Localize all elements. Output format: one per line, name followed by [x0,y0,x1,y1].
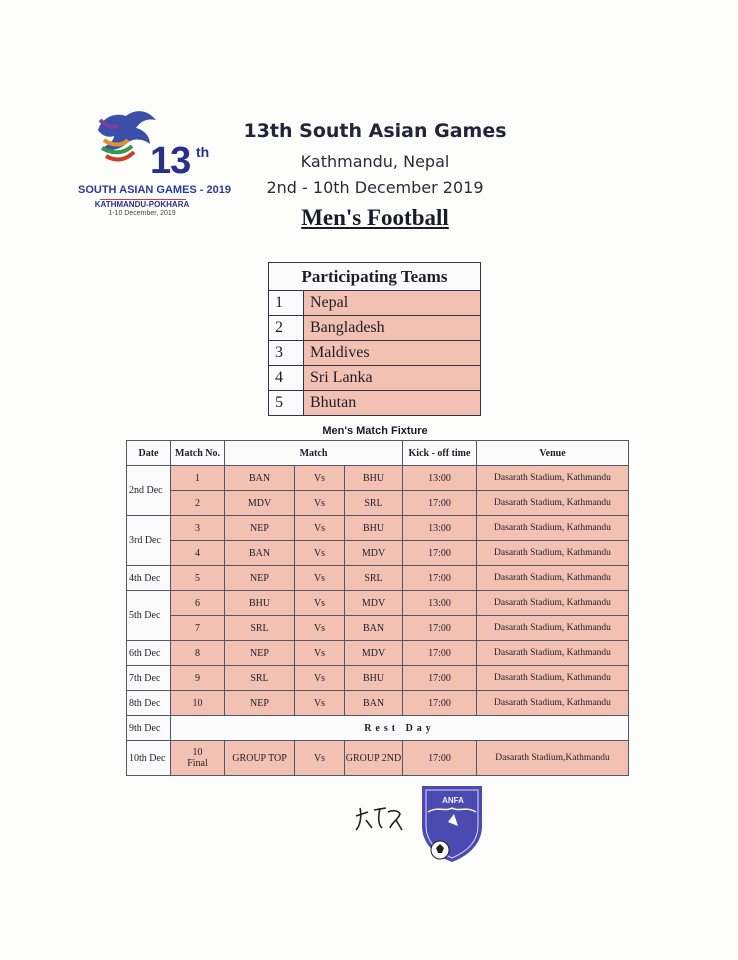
home-team: BAN [225,541,295,566]
team-number: 5 [269,391,304,416]
kickoff-time: 17:00 [403,491,477,516]
home-team: BHU [225,591,295,616]
fixture-row [127,691,629,716]
fixture-row [127,666,629,691]
kickoff-time: 13:00 [403,466,477,491]
team-row [269,366,481,391]
match-date: 9th Dec [127,716,171,741]
match-number: 2 [171,491,225,516]
page-title: 13th South Asian Games [243,120,507,142]
logo-ordinal: th [196,144,210,160]
venue: Dasarath Stadium, Kathmandu [477,691,629,716]
match-date: 10th Dec [127,741,171,776]
sag-logo [78,100,232,225]
logo-title: SOUTH ASIAN GAMES - 2019 [78,184,232,196]
venue: Dasarath Stadium, Kathmandu [477,641,629,666]
signature [352,798,412,838]
kickoff-time: 17:00 [403,641,477,666]
kickoff-time: 17:00 [403,691,477,716]
away-team: SRL [345,491,403,516]
kickoff-time: 17:00 [403,541,477,566]
venue: Dasarath Stadium, Kathmandu [477,541,629,566]
match-date: 8th Dec [127,691,171,716]
col-match: Match [225,441,403,466]
fixture-row [127,541,629,566]
away-team: MDV [345,591,403,616]
team-name: Maldives [304,341,481,366]
vs-label: Vs [295,666,345,691]
fixture-row [127,466,629,491]
venue: Dasarath Stadium, Kathmandu [477,566,629,591]
team-number: 1 [269,291,304,316]
match-date: 2nd Dec [127,466,171,516]
team-number: 4 [269,366,304,391]
team-row [269,391,481,416]
kickoff-time: 17:00 [403,741,477,776]
home-team: NEP [225,516,295,541]
team-number: 3 [269,341,304,366]
vs-label: Vs [295,691,345,716]
vs-label: Vs [295,741,345,776]
anfa-stamp-label: ANFA [442,796,464,805]
team-row [269,316,481,341]
vs-label: Vs [295,491,345,516]
venue: Dasarath Stadium, Kathmandu [477,616,629,641]
match-number: 3 [171,516,225,541]
col-kickoff: Kick - off time [403,441,477,466]
away-team: SRL [345,566,403,591]
sport-title: Men's Football [301,205,449,230]
away-team: BHU [345,666,403,691]
match-date: 5th Dec [127,591,171,641]
home-team: NEP [225,641,295,666]
match-number: 4 [171,541,225,566]
away-team: BHU [345,516,403,541]
fixture-row [127,591,629,616]
final-match-number [171,741,225,776]
fixture-row [127,516,629,541]
venue: Dasarath Stadium, Kathmandu [477,466,629,491]
fixture-row [127,491,629,516]
fixture-row [127,641,629,666]
team-name: Nepal [304,291,481,316]
team-row [269,291,481,316]
team-row [269,341,481,366]
venue: Dasarath Stadium, Kathmandu [477,591,629,616]
team-number: 2 [269,316,304,341]
kickoff-time: 17:00 [403,666,477,691]
match-number: 5 [171,566,225,591]
fixture-header-row [127,441,629,466]
col-date: Date [127,441,171,466]
logo-number: 13 [150,140,191,182]
kickoff-time: 13:00 [403,516,477,541]
vs-label: Vs [295,541,345,566]
match-number: 7 [171,616,225,641]
venue: Dasarath Stadium,Kathmandu [477,741,629,776]
kickoff-time: 17:00 [403,616,477,641]
kickoff-time: 13:00 [403,591,477,616]
rest-day-row [127,716,629,741]
match-number: 9 [171,666,225,691]
away-team: BAN [345,691,403,716]
away-team: BAN [345,616,403,641]
home-team: MDV [225,491,295,516]
home-team: BAN [225,466,295,491]
away-team: MDV [345,641,403,666]
rest-day-label: Rest Day [171,716,629,741]
away-team: GROUP 2ND [345,741,403,776]
match-date: 6th Dec [127,641,171,666]
teams-heading: Participating Teams [269,263,481,291]
match-number: 10 [171,691,225,716]
home-team: SRL [225,666,295,691]
match-number: 1 [171,466,225,491]
logo-dates: 1-10 December, 2019 [108,210,176,217]
fixture-row [127,616,629,641]
vs-label: Vs [295,516,345,541]
vs-label: Vs [295,641,345,666]
team-name: Sri Lanka [304,366,481,391]
anfa-emblem-icon [418,782,486,864]
away-team: MDV [345,541,403,566]
match-number: 6 [171,591,225,616]
team-name: Bangladesh [304,316,481,341]
event-dates: 2nd - 10th December 2019 [266,178,484,197]
fixture-table [126,440,629,776]
final-row [127,741,629,776]
final-label: Final [187,758,208,769]
vs-label: Vs [295,591,345,616]
home-team: NEP [225,691,295,716]
col-match-no: Match No. [171,441,225,466]
col-venue: Venue [477,441,629,466]
venue: Dasarath Stadium, Kathmandu [477,516,629,541]
away-team: BHU [345,466,403,491]
vs-label: Vs [295,616,345,641]
fixture-row [127,566,629,591]
kickoff-time: 17:00 [403,566,477,591]
home-team: GROUP TOP [225,741,295,776]
fixture-caption: Men's Match Fixture [322,425,428,437]
vs-label: Vs [295,466,345,491]
match-date: 4th Dec [127,566,171,591]
venue: Dasarath Stadium, Kathmandu [477,666,629,691]
match-date: 3rd Dec [127,516,171,566]
match-date: 7th Dec [127,666,171,691]
match-number: 10 [192,747,203,758]
event-location: Kathmandu, Nepal [300,152,450,171]
match-number: 8 [171,641,225,666]
home-team: NEP [225,566,295,591]
venue: Dasarath Stadium, Kathmandu [477,491,629,516]
logo-subtitle: KATHMANDU-POKHARA [94,200,190,209]
team-name: Bhutan [304,391,481,416]
home-team: SRL [225,616,295,641]
vs-label: Vs [295,566,345,591]
teams-table [268,262,481,416]
